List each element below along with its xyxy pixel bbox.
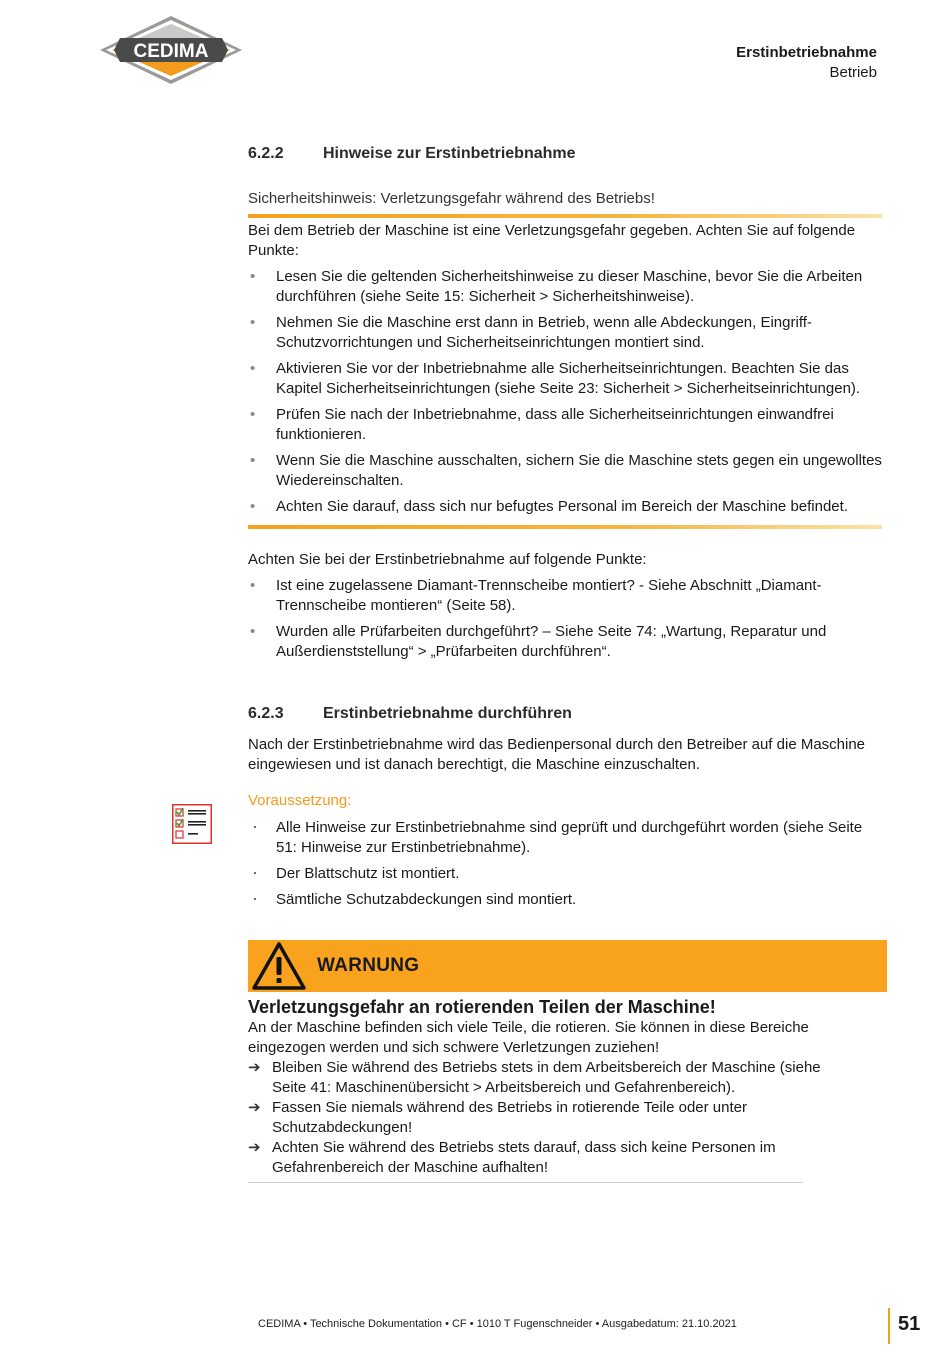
section-622-heading xyxy=(248,145,576,163)
safety-note-bottom-rule xyxy=(248,525,882,529)
logo-text: CEDIMA xyxy=(133,41,209,62)
warning-action xyxy=(248,1098,848,1138)
check-intro: Achten Sie bei der Erstinbetriebnahme auf folgende Punkte: xyxy=(248,551,647,568)
section-623-intro: Nach der Erstinbetriebnahme wird das Bedienpersonal durch den Betreiber auf die Maschine eingewiesen und ist danach berechtigt, die Maschine einzuschalten. xyxy=(248,736,866,773)
safety-note-top-rule xyxy=(248,214,882,218)
warning-action xyxy=(248,1138,848,1178)
page-number-divider xyxy=(888,1308,890,1344)
check-list xyxy=(248,576,886,662)
list-item: · Der Blattschutz ist montiert. xyxy=(248,864,886,884)
warning-bottom-rule xyxy=(248,1182,803,1183)
warning-text: An der Maschine befinden sich viele Teile, die rotieren. Sie können in diese Bereiche eingezogen werden und sich schwere Verletzungen zuziehen! xyxy=(248,1019,809,1056)
arrow-right-icon: ➔ xyxy=(248,1139,261,1156)
page-number: 51 xyxy=(898,1313,921,1335)
arrow-right-icon: ➔ xyxy=(248,1099,261,1116)
section-title: Erstinbetriebnahme durchführen xyxy=(323,705,572,722)
section-623-heading xyxy=(248,705,572,723)
section-title: Hinweise zur Erstinbetriebnahme xyxy=(323,145,576,162)
prerequisite-list xyxy=(248,818,886,910)
safety-note-body xyxy=(248,221,886,523)
warning-action xyxy=(248,1058,848,1098)
prerequisite-label: Voraussetzung: xyxy=(248,792,352,809)
prerequisite-block xyxy=(248,818,886,916)
list-item: • Ist eine zugelassene Diamant-Trennscheibe montiert? - Siehe Abschnitt „Diamant-Trennscheibe montieren“ (Seite 58). xyxy=(248,576,886,616)
list-item: · Sämtliche Schutzabdeckungen sind montiert. xyxy=(248,890,886,910)
warning-triangle-icon xyxy=(252,942,306,990)
warning-action-text: Achten Sie während des Betriebs stets darauf, dass sich keine Personen im Gefahrenbereich der Maschine aufhalten! xyxy=(272,1139,776,1176)
warning-action-text: Fassen Sie niemals während des Betriebs in rotierende Teile oder unter Schutzabdeckungen! xyxy=(272,1099,747,1136)
list-item: • Aktivieren Sie vor der Inbetriebnahme alle Sicherheitseinrichtungen. Beachten Sie das Kapitel Sicherheitseinrichtungen (siehe Seite 23: Sicherheit > Sicherheitseinrichtungen). xyxy=(248,359,886,399)
header-title: Erstinbetriebnahme xyxy=(736,44,877,61)
safety-note-list xyxy=(248,267,886,517)
header-subtitle: Betrieb xyxy=(829,64,877,81)
arrow-right-icon: ➔ xyxy=(248,1059,261,1076)
safety-note-title: Sicherheitshinweis: Verletzungsgefahr während des Betriebs! xyxy=(248,190,655,207)
check-block xyxy=(248,550,886,668)
safety-note-intro: Bei dem Betrieb der Maschine ist eine Verletzungsgefahr gegeben. Achten Sie auf folgende Punkte: xyxy=(248,222,856,259)
cedima-logo xyxy=(98,14,244,86)
section-number: 6.2.3 xyxy=(248,705,284,722)
warning-body xyxy=(248,1018,848,1178)
footer-text: CEDIMA • Technische Dokumentation • CF • 1010 T Fugenschneider • Ausgabedatum: 21.10.2021 xyxy=(258,1318,737,1330)
list-item: • Nehmen Sie die Maschine erst dann in Betrieb, wenn alle Abdeckungen, Eingriff-Schutzvorrichtungen und Sicherheitseinrichtungen montiert sind. xyxy=(248,313,886,353)
checklist-icon xyxy=(172,804,212,844)
warning-label: WARNUNG xyxy=(317,955,420,976)
list-item: · Alle Hinweise zur Erstinbetriebnahme sind geprüft und durchgeführt worden (siehe Seite 51: Hinweise zur Erstinbetriebnahme). xyxy=(248,818,886,858)
warning-headline: Verletzungsgefahr an rotierenden Teilen der Maschine! xyxy=(248,997,716,1017)
warning-action-text: Bleiben Sie während des Betriebs stets in dem Arbeitsbereich der Maschine (siehe Seite 41: Maschinenübersicht > Arbeitsbereich und Gefahrenbereich). xyxy=(272,1059,821,1096)
list-item: • Lesen Sie die geltenden Sicherheitshinweise zu dieser Maschine, bevor Sie die Arbeiten durchführen (siehe Seite 15: Sicherheit > Sicherheitshinweise). xyxy=(248,267,886,307)
list-item: • Prüfen Sie nach der Inbetriebnahme, dass alle Sicherheitseinrichtungen einwandfrei funktionieren. xyxy=(248,405,886,445)
section-number: 6.2.2 xyxy=(248,145,284,162)
list-item: • Achten Sie darauf, dass sich nur befugtes Personal im Bereich der Maschine befindet. xyxy=(248,497,886,517)
list-item: • Wenn Sie die Maschine ausschalten, sichern Sie die Maschine stets gegen ein ungewolltes Wiedereinschalten. xyxy=(248,451,886,491)
list-item: • Wurden alle Prüfarbeiten durchgeführt? – Siehe Seite 74: „Wartung, Reparatur und Außerdienststellung“ > „Prüfarbeiten durchführen“. xyxy=(248,622,886,662)
